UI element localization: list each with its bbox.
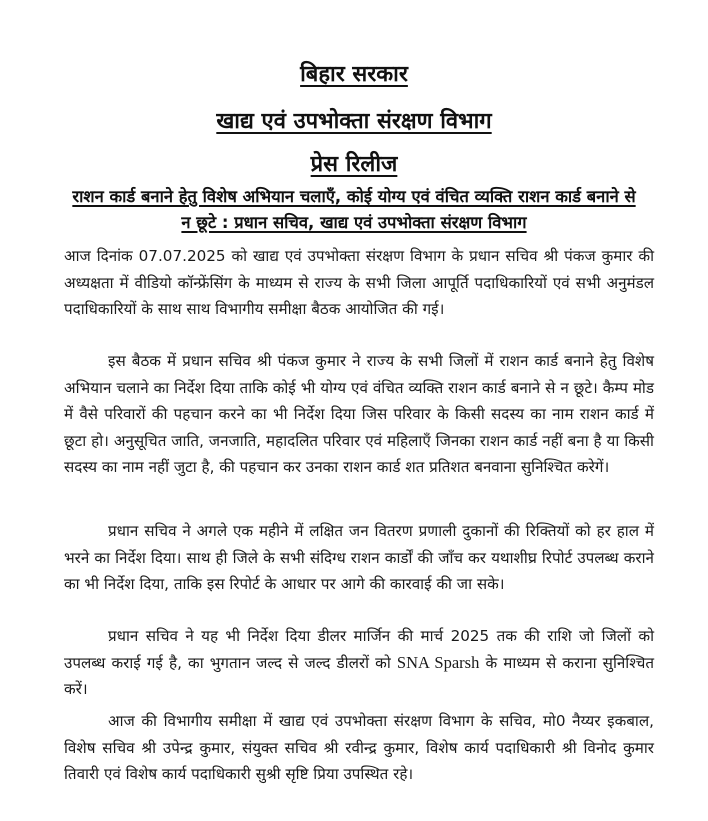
press-release-heading: प्रेस रिलीज	[310, 152, 398, 177]
sna-sparsh-term: SNA Sparsh	[396, 652, 480, 672]
government-heading: बिहार सरकार	[300, 62, 408, 87]
paragraph-meeting-intro: आज दिनांक 07.07.2025 को खाद्य एवं उपभोक्ता संरक्षण विभाग के प्रधान सचिव श्री पंकज कुमार की अध्यक्षता में वीडियो कॉन्फ्रेंसिंग के माध्यम से राज्य के सभी जिला आपूर्ति पदाधिकारियों एवं सभी अनुमंडल पदाधिकारियों के साथ साथ विभागीय समीक्षा बैठक आयोजित की गई।	[64, 247, 654, 318]
paragraph-pds-vacancies: प्रधान सचिव ने अगले एक महीने में लक्षित जन वितरण प्रणाली दुकानों की रिक्तियों को हर हाल में भरने का निर्देश दिया। साथ ही जिले के सभी संदिग्ध राशन कार्डों की जाँच कर यथाशीघ्र रिपोर्ट उपलब्ध कराने का भी निर्देश दिया, ताकि इस रिपोर्ट के आधार पर आगे की कारवाई की जा सके।	[64, 522, 654, 593]
paragraph-attendees: आज की विभागीय समीक्षा में खाद्य एवं उपभोक्ता संरक्षण विभाग के सचिव, मो0 नैय्यर इकबाल, विशेष सचिव श्री उपेन्द्र कुमार, संयुक्त सचिव श्री रवीन्द्र कुमार, विशेष कार्य पदाधिकारी श्री विनोद कुमार तिवारी एवं विशेष कार्य पदाधिकारी सुश्री सृष्टि प्रिया उपस्थित रहे।	[64, 712, 655, 783]
dealer-margin-text-before: प्रधान सचिव ने यह भी निर्देश दिया डीलर मार्जिन की मार्च 2025 तक की राशि जो जिलों को उपलब्ध कराई गई है, का भुगतान जल्द से जल्द डीलरों को	[64, 627, 654, 672]
dealer-margin-text-after: के माध्यम से कराना सुनिश्चित करें।	[64, 653, 654, 698]
press-release-subheading: राशन कार्ड बनाने हेतु विशेष अभियान चलाएँ, कोई योग्य एवं वंचित व्यक्ति राशन कार्ड बनाने से न छूटे : प्रधान सचिव, खाद्य एवं उपभोक्ता संरक्षण विभाग	[72, 187, 636, 232]
paragraph-ration-card-campaign: इस बैठक में प्रधान सचिव श्री पंकज कुमार ने राज्य के सभी जिलों में राशन कार्ड बनाने हेतु विशेष अभियान चलाने का निर्देश दिया ताकि कोई भी योग्य एवं वंचित व्यक्ति राशन कार्ड बनाने से न छूटे। कैम्प मोड में वैसे परिवारों की पहचान करने का भी निर्देश दिया जिस परिवार के किसी सदस्य का नाम राशन कार्ड में छूटा हो। अनुसूचित जाति, जनजाति, महादलित परिवार एवं महिलाएँ जिनका राशन कार्ड नहीं बना है या किसी सदस्य का नाम नहीं जुटा है, की पहचान कर उनका राशन कार्ड शत प्रतिशत बनवाना सुनिश्चित करेगें।	[64, 352, 654, 476]
department-heading: खाद्य एवं उपभोक्ता संरक्षण विभाग	[216, 109, 492, 134]
paragraph-dealer-margin	[64, 623, 654, 703]
